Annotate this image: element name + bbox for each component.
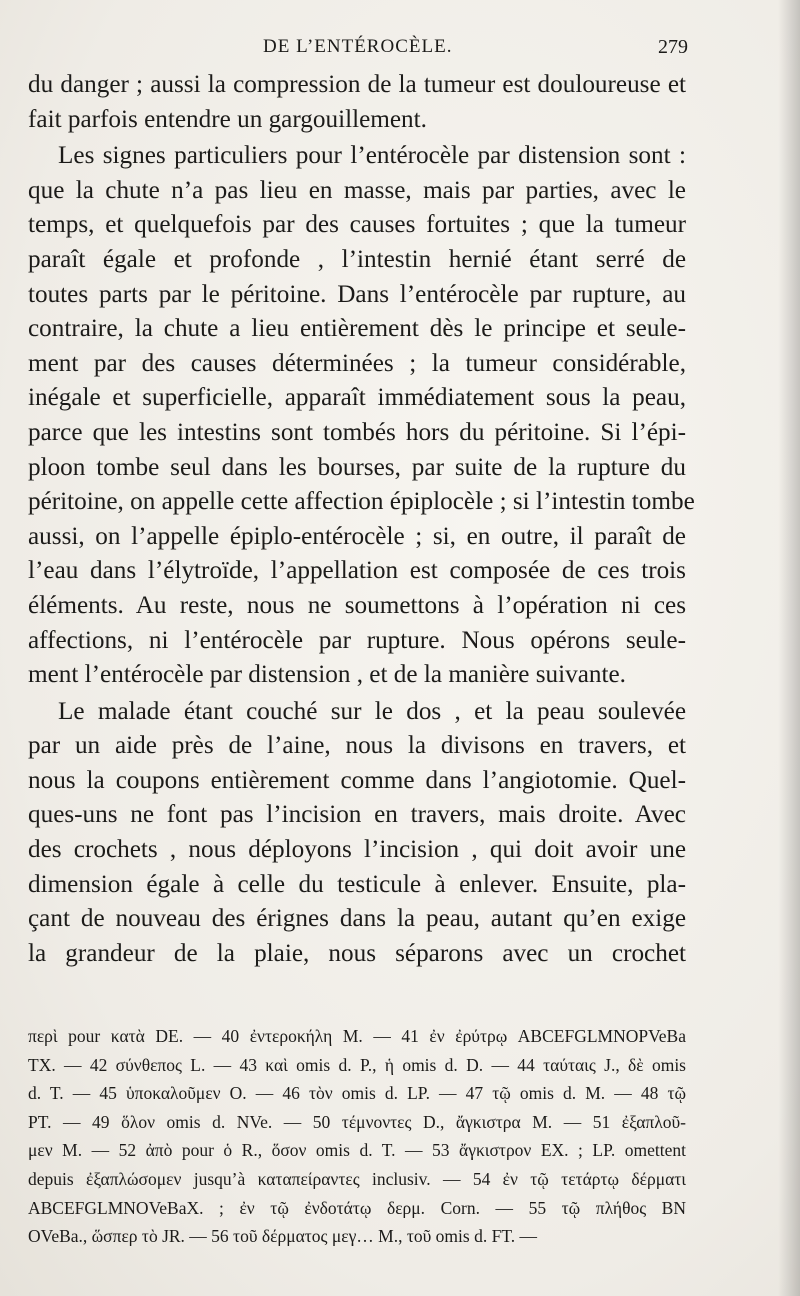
text-line: des crochets , nous déployons l’incision , qui doit avoir une: [28, 836, 686, 864]
text-line: éléments. Au reste, nous ne soumettons à l’opération ni ces: [28, 591, 686, 619]
text-line: Les signes particuliers pour l’entérocèle par distension sont :: [58, 142, 686, 170]
text-line: péritoine, on appelle cette affection épiplocèle ; si l’intestin tombe: [28, 488, 695, 516]
text-line: temps, et quelquefois par des causes fortuites ; que la tumeur: [28, 211, 686, 239]
text-line: toutes parts par le péritoine. Dans l’entérocèle par rupture, au: [28, 280, 686, 308]
page-number: 279: [658, 36, 688, 58]
footnotes: [28, 1022, 686, 1251]
text-line: du danger ; aussi la compression de la tumeur est douloureuse et: [28, 71, 686, 98]
text-line: parce que les intestins sont tombés hors du péritoine. Si l’épi-: [28, 418, 686, 446]
text-line: ques-uns ne font pas l’incision en travers, mais droite. Avec: [28, 801, 686, 829]
footnote-line: TX. — 42 σύνθεπος L. — 43 καὶ omis d. P., ἡ omis d. D. — 44 ταύταις J., δὲ omis: [28, 1054, 686, 1075]
text-line: paraît égale et profonde , l’intestin hernié étant serré de: [28, 245, 686, 273]
running-head: DE L’ENTÉROCÈLE.: [263, 36, 453, 57]
footnote-line: ABCEFGLMNOVeBaX. ; ἐν τῷ ἐνδοτάτῳ δερμ. Corn. — 55 τῷ πλήθος BN: [28, 1197, 686, 1218]
text-line: ment par des causes déterminées ; la tumeur considérable,: [28, 349, 686, 377]
page-gutter-shadow: [778, 0, 800, 1296]
text-line: çant de nouveau des érignes dans la peau, autant qu’en exige: [28, 905, 686, 933]
text-line: Le malade étant couché sur le dos , et la peau soulevée: [58, 697, 686, 725]
text-line: l’eau dans l’élytroïde, l’appellation est composée de ces trois: [28, 557, 686, 585]
page-header: [28, 30, 688, 60]
text-line: la grandeur de la plaie, nous séparons avec un crochet: [28, 939, 686, 967]
text-line: par un aide près de l’aine, nous la divisons en travers, et: [28, 732, 686, 760]
text-line: affections, ni l’entérocèle par rupture. Nous opérons seule-: [28, 626, 686, 654]
footnote-line: d. T. — 45 ὑποκαλοῦμεν O. — 46 τὸν omis d. LP. — 47 τῷ omis d. M. — 48 τῷ: [28, 1083, 686, 1104]
footnote-line: περὶ pour κατὰ DE. — 40 ἐντεροκήλη M. — 41 ἐν ἐρύτρῳ ABCEFGLMNOPVeBa: [28, 1026, 686, 1046]
text-line: inégale et superficielle, apparaît immédiatement sous la peau,: [28, 384, 686, 412]
footnote-line: OVeBa., ὥσπερ τὸ JR. — 56 τοῦ δέρματος μεγ… M., τοῦ omis d. FT. —: [28, 1226, 537, 1247]
text-line: contraire, la chute a lieu entièrement dès le principe et seule-: [28, 315, 686, 343]
text-line: que la chute n’a pas lieu en masse, mais par parties, avec le: [28, 176, 686, 204]
footnote-line: depuis ἐξαπλώσομεν jusqu’à καταπείραντες inclusiv. — 54 ἐν τῷ τετάρτῳ δέρματι: [28, 1168, 686, 1189]
text-line: dimension égale à celle du testicule à enlever. Ensuite, pla-: [28, 870, 686, 898]
body-text: [28, 68, 695, 971]
footnote-line: μεν M. — 52 ἀπὸ pour ὁ R., ὅσον omis d. T. — 53 ἄγκιστρον EX. ; LP. omettent: [28, 1140, 686, 1161]
text-line: aussi, on l’appelle épiplo-entérocèle ; si, en outre, il paraît de: [28, 522, 686, 550]
text-line: nous la coupons entièrement comme dans l’angiotomie. Quel-: [28, 766, 686, 794]
text-line: fait parfois entendre un gargouillement.: [28, 105, 427, 133]
footnote-line: PT. — 49 ὅλον omis d. NVe. — 50 τέμνοντες D., ἄγκιστρα M. — 51 ἐξαπλοῦ-: [28, 1111, 686, 1132]
text-line: ploon tombe seul dans les bourses, par suite de la rupture du: [28, 453, 686, 481]
text-line: ment l’entérocèle par distension , et de la manière suivante.: [28, 661, 626, 689]
